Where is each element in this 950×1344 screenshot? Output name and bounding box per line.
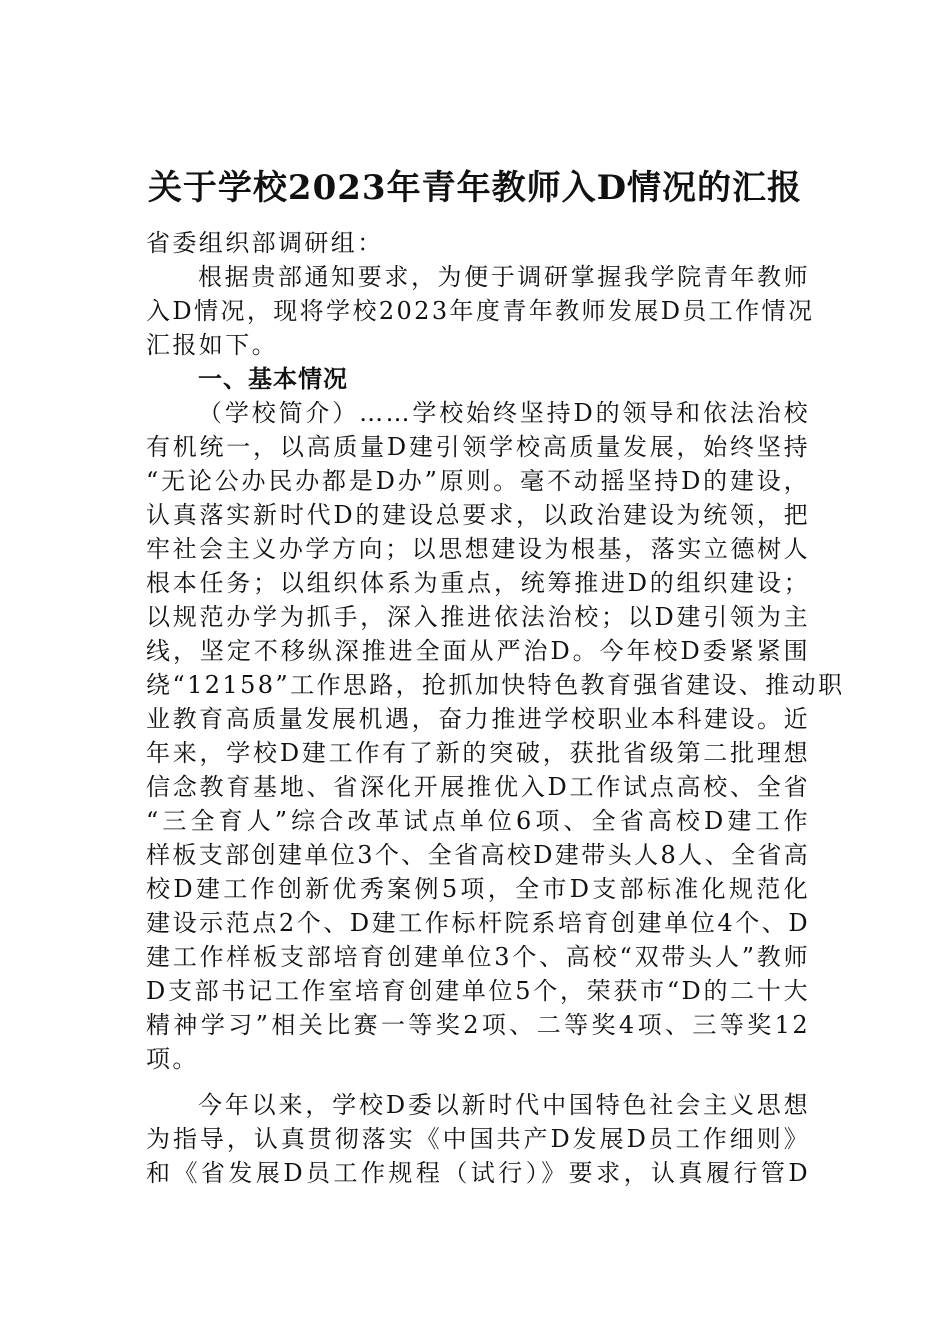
paragraph1-line: 项。 [146, 1045, 199, 1073]
intro-line: 汇报如下。 [146, 331, 278, 359]
paragraph2-line: 今年以来，学校D委以新时代中国特色社会主义思想 [198, 1091, 810, 1119]
paragraph1-line: （学校简介）……学校始终坚持D的领导和依法治校 [198, 399, 810, 427]
paragraph1-line: 样板支部创建单位3个、全省高校D建带头人8人、全省高 [146, 841, 811, 869]
paragraph2-line: 和《省发展D员工作规程（试行）》要求，认真履行管D [146, 1159, 810, 1187]
paragraph1-line: 线，坚定不移纵深推进全面从严治D。今年校D委紧紧围 [146, 637, 810, 665]
paragraph1-line: “三全育人”综合改革试点单位6项、全省高校D建工作 [146, 807, 810, 835]
section-heading: 一、基本情况 [198, 365, 348, 393]
paragraph1-line: 以规范办学为抓手，深入推进依法治校；以D建引领为主 [146, 603, 810, 631]
paragraph1-line: 年来，学校D建工作有了新的突破，获批省级第二批理想 [146, 739, 810, 767]
paragraph1-line: 认真落实新时代D的建设总要求，以政治建设为统领，把 [146, 501, 810, 529]
paragraph1-line: 精神学习”相关比赛一等奖2项、二等奖4项、三等奖12 [146, 1011, 810, 1039]
paragraph1-line: 建设示范点2个、D建工作标杆院系培育创建单位4个、D [146, 909, 810, 937]
paragraph1-line: 有机统一，以高质量D建引领学校高质量发展，始终坚持 [146, 433, 810, 461]
paragraph1-line: 校D建工作创新优秀案例5项，全市D支部标准化规范化 [146, 875, 810, 903]
document-body [146, 226, 845, 1190]
paragraph1-line: 建工作样板支部培育创建单位3个、高校“双带头人”教师 [146, 943, 810, 971]
document-title: 关于学校2023年青年教师入D情况的汇报 [147, 168, 803, 208]
paragraph1-line: 信念教育基地、省深化开展推优入D工作试点高校、全省 [146, 773, 810, 801]
paragraph1-line: 根本任务；以组织体系为重点，统筹推进D的组织建设； [146, 569, 810, 597]
paragraph2-line: 为指导，认真贯彻落实《中国共产D发展D员工作细则》 [146, 1125, 810, 1153]
paragraph1-line: 牢社会主义办学方向；以思想建设为根基，落实立德树人 [146, 535, 810, 563]
paragraph1-line: 业教育高质量发展机遇，奋力推进学校职业本科建设。近 [146, 705, 810, 733]
paragraph1-line: D支部书记工作室培育创建单位5个，荣获市“D的二十大 [146, 977, 810, 1005]
salutation: 省委组织部调研组： [146, 229, 384, 257]
intro-line: 根据贵部通知要求，为便于调研掌握我学院青年教师 [198, 263, 810, 291]
paragraph1-line: “无论公办民办都是D办”原则。毫不动摇坚持D的建设， [146, 467, 810, 495]
paragraph1-line: 绕“12158”工作思路，抢抓加快特色教育强省建设、推动职 [146, 671, 845, 699]
intro-line: 入D情况，现将学校2023年度青年教师发展D员工作情况 [146, 297, 815, 325]
